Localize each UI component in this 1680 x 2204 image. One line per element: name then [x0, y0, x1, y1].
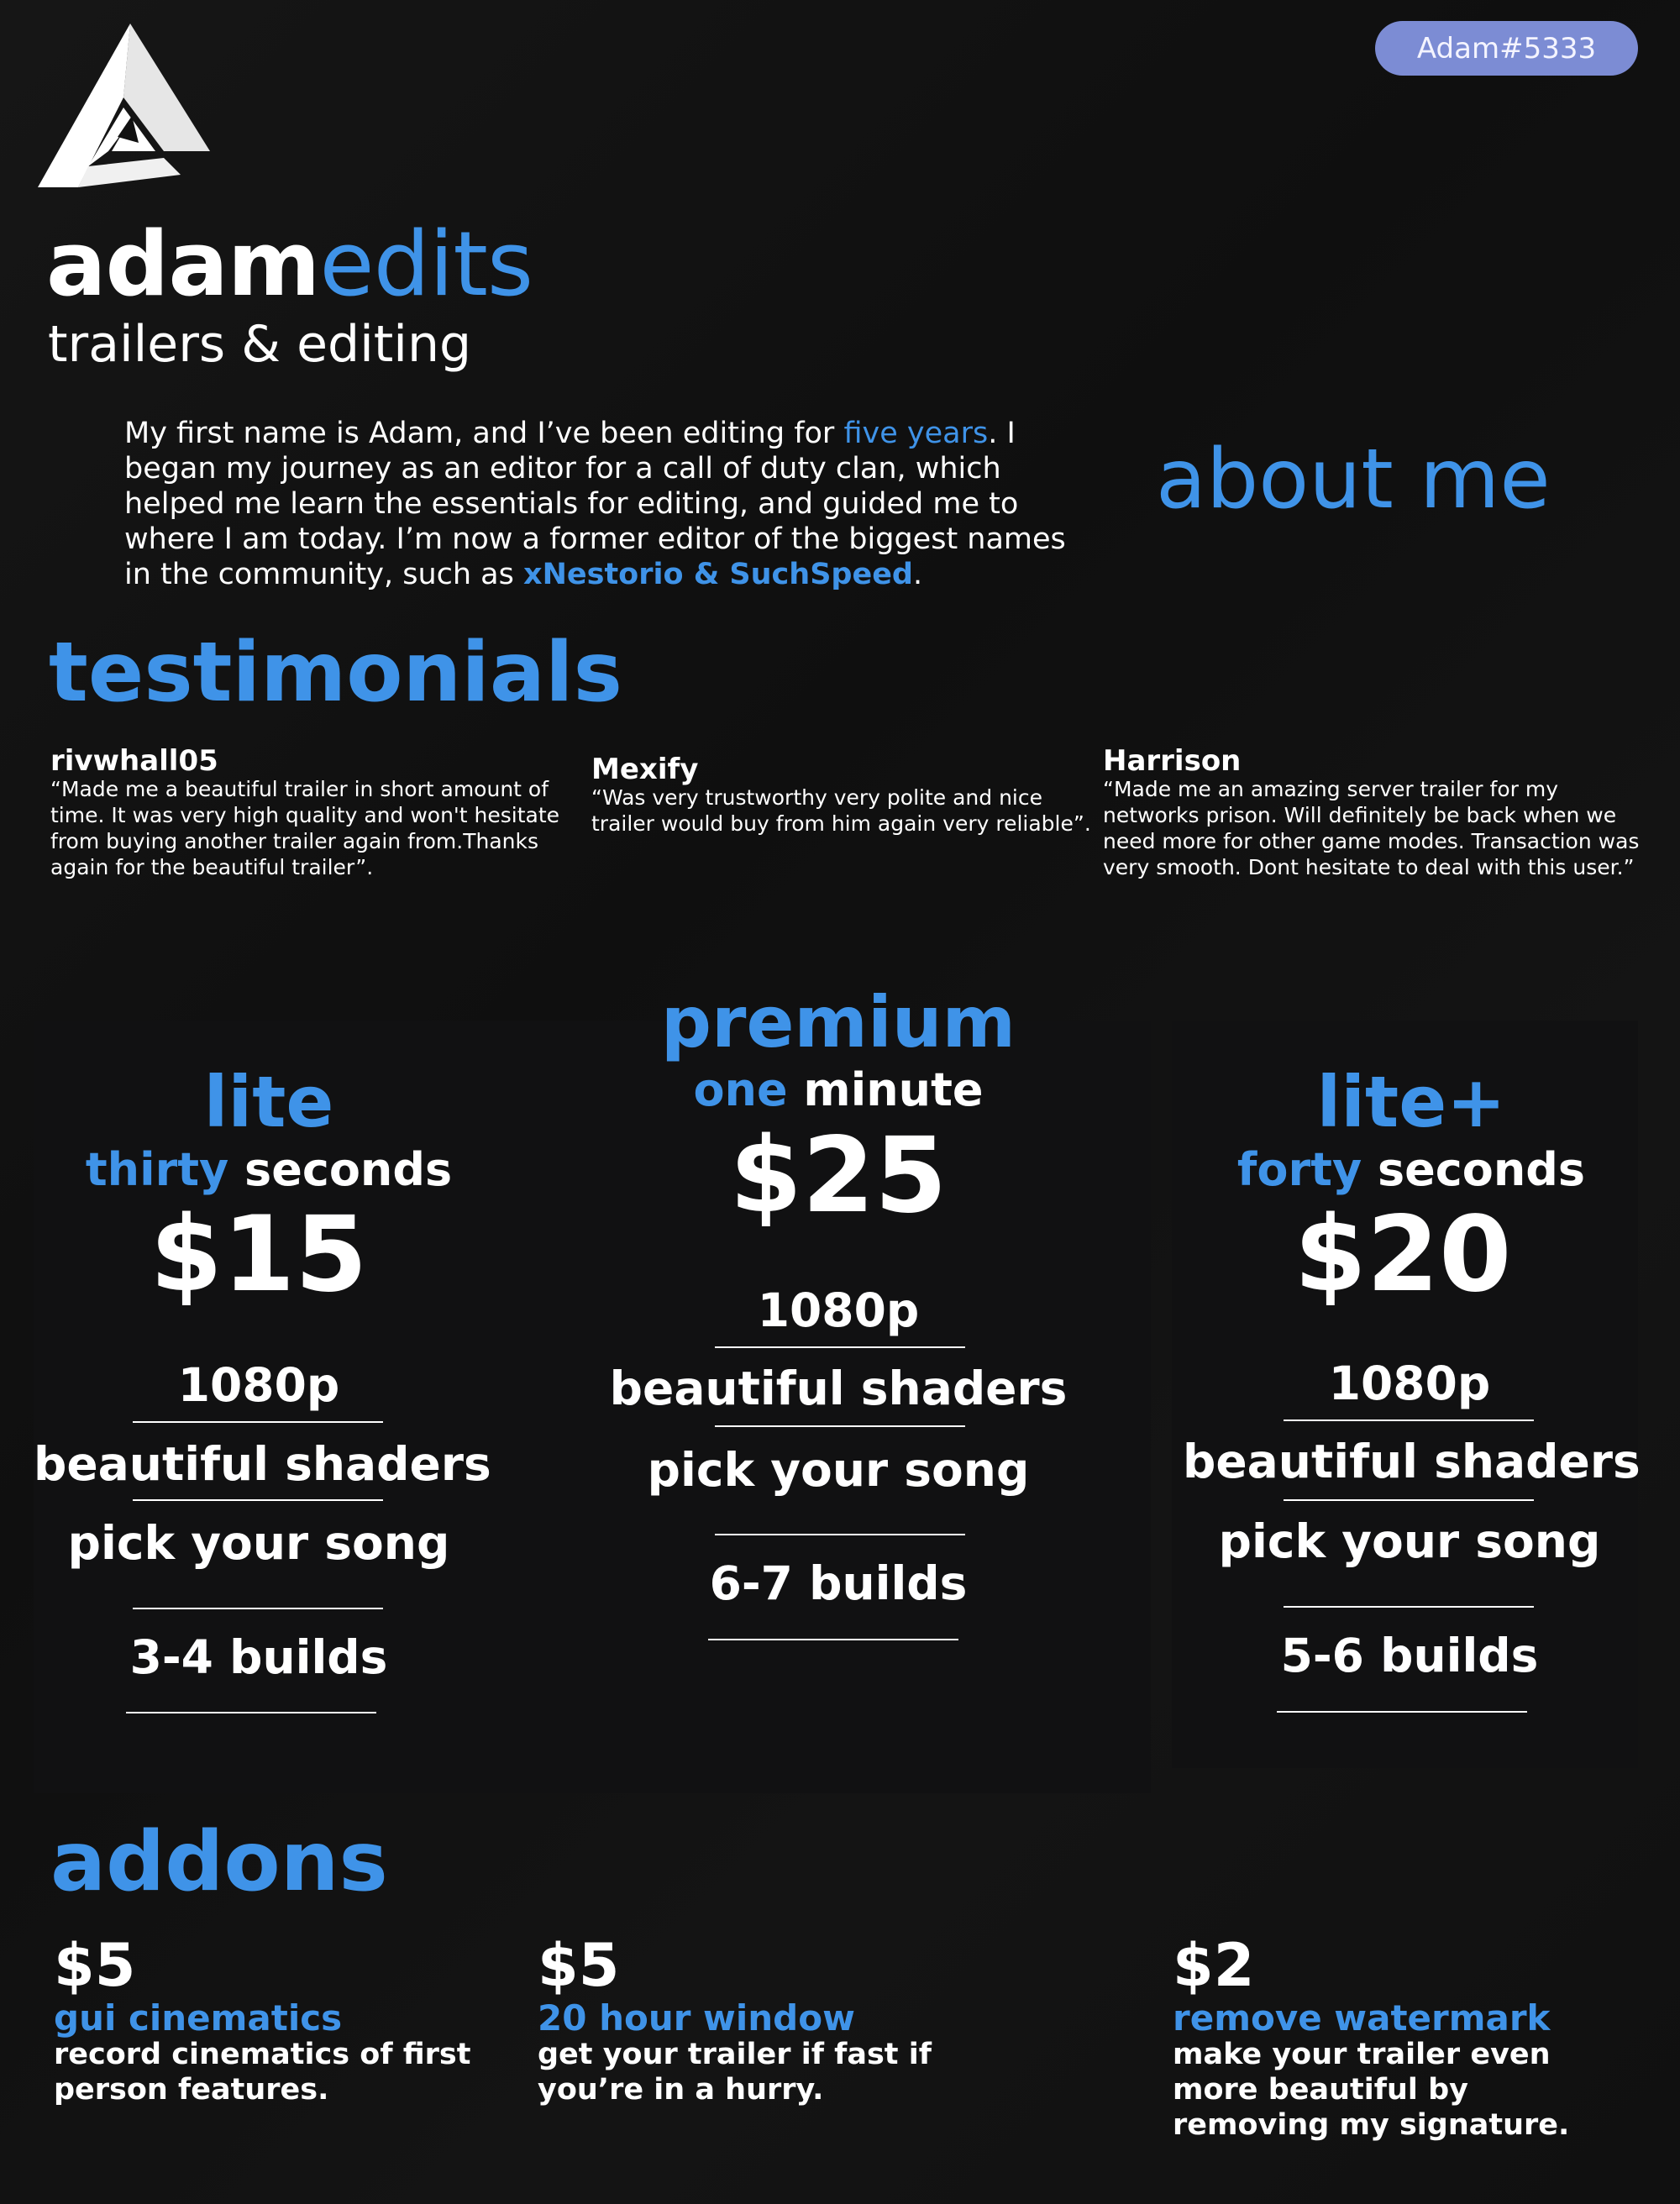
addon-price: $5	[538, 1931, 620, 2000]
addon-name: remove watermark	[1173, 1997, 1551, 2039]
divider	[715, 1425, 965, 1427]
addon-description: get your trailer if fast if you’re in a hurry.	[538, 2038, 932, 2107]
divider	[133, 1421, 383, 1423]
addon-item	[54, 1931, 491, 2107]
about-paragraph	[124, 416, 1082, 592]
tier-feature: pick your song	[67, 1516, 450, 1570]
about-text-1: My first name is Adam, and I’ve been editing for	[124, 417, 844, 450]
tier-premium	[588, 981, 1089, 1116]
divider	[126, 1712, 376, 1713]
brand-tagline: trailers & editing	[48, 315, 472, 374]
tier-lite-plus-price-box	[1184, 1194, 1621, 1315]
testimonial-quote: “Was very trustworthy very polite and nice trailer would buy from him again very reliable”.	[591, 785, 1091, 836]
tier-feature: 3-4 builds	[129, 1630, 388, 1684]
tier-lite-plus	[1184, 1061, 1638, 1196]
tier-name: lite+	[1316, 1061, 1506, 1143]
tier-feature: 5-6 builds	[1280, 1629, 1539, 1682]
divider	[708, 1639, 958, 1640]
addon-item	[538, 1931, 1008, 2107]
brand-name-part1: adam	[46, 213, 320, 316]
testimonials-section-title: testimonials	[49, 625, 622, 721]
addon-item	[1173, 1931, 1626, 2143]
addons-section-title: addons	[50, 1814, 388, 1910]
tier-duration: one minute	[693, 1063, 984, 1116]
testimonial-author: Mexify	[591, 753, 699, 786]
discord-tag-badge[interactable]: Adam#5333	[1375, 21, 1638, 76]
testimonial-quote: “Made me an amazing server trailer for my networks prison. Will definitely be back when we need more for other game modes. Transaction was very smooth. Dont hesitate to deal with this user.”	[1103, 777, 1640, 879]
tier-feature: beautiful shaders	[34, 1437, 491, 1491]
testimonial-quote: “Made me a beautiful trailer in short amount of time. It was very high quality and won't hesitate from buying another trailer again from.Thanks again for the beautiful trailer”.	[50, 777, 560, 879]
testimonial-author: rivwhall05	[50, 744, 218, 778]
divider	[1284, 1419, 1534, 1421]
about-highlight-clients: xNestorio & SuchSpeed	[523, 558, 913, 591]
tier-feature: 6-7 builds	[709, 1556, 968, 1610]
tier-price: $20	[1294, 1194, 1512, 1315]
addon-description: make your trailer even more beautiful by removing my signature.	[1173, 2038, 1570, 2142]
divider	[1277, 1711, 1527, 1713]
tier-feature: pick your song	[647, 1443, 1030, 1497]
divider	[1284, 1499, 1534, 1501]
tier-name: lite	[203, 1061, 334, 1143]
addon-name: gui cinematics	[54, 1997, 343, 2039]
tier-feature: pick your song	[1218, 1514, 1601, 1568]
about-section-title: about me	[1156, 432, 1551, 527]
testimonial-author: Harrison	[1103, 744, 1242, 778]
tier-feature: 1080p	[757, 1283, 920, 1337]
brand-name-part2: edits	[319, 213, 533, 316]
tier-duration: forty seconds	[1236, 1143, 1586, 1196]
divider	[133, 1499, 383, 1501]
testimonial-card	[591, 754, 1095, 837]
tier-feature: beautiful shaders	[609, 1362, 1068, 1415]
testimonial-card	[50, 746, 580, 880]
tier-price: $25	[729, 1115, 948, 1236]
divider	[1284, 1606, 1534, 1608]
tier-duration: thirty seconds	[85, 1143, 453, 1196]
addon-price: $5	[54, 1931, 136, 2000]
addon-price: $2	[1173, 1931, 1255, 2000]
tier-lite	[50, 1061, 487, 1196]
addon-name: 20 hour window	[538, 1997, 855, 2039]
addon-description: record cinematics of first person features.	[54, 2038, 471, 2107]
tier-feature: 1080p	[1328, 1357, 1491, 1410]
tier-feature: 1080p	[177, 1358, 340, 1412]
divider	[715, 1346, 965, 1348]
divider	[133, 1608, 383, 1609]
about-text-3: .	[913, 558, 923, 591]
divider	[715, 1534, 965, 1535]
testimonial-card	[1103, 746, 1645, 880]
about-text-2: . I began my journey as an editor for a call of duty clan, which helped me learn the essentials for editing, and guided me to where I am today. I’m now a former editor of the biggest names in the community, such as	[124, 417, 1066, 591]
tier-feature: beautiful shaders	[1183, 1435, 1641, 1488]
tier-premium-price-box	[588, 1115, 1089, 1236]
about-highlight-years: five years	[843, 417, 989, 450]
adamedits-logo-icon	[38, 24, 210, 187]
tier-price: $15	[150, 1194, 368, 1315]
tier-lite-price-box	[50, 1194, 467, 1315]
brand-title	[46, 213, 533, 316]
tier-name: premium	[660, 981, 1016, 1063]
